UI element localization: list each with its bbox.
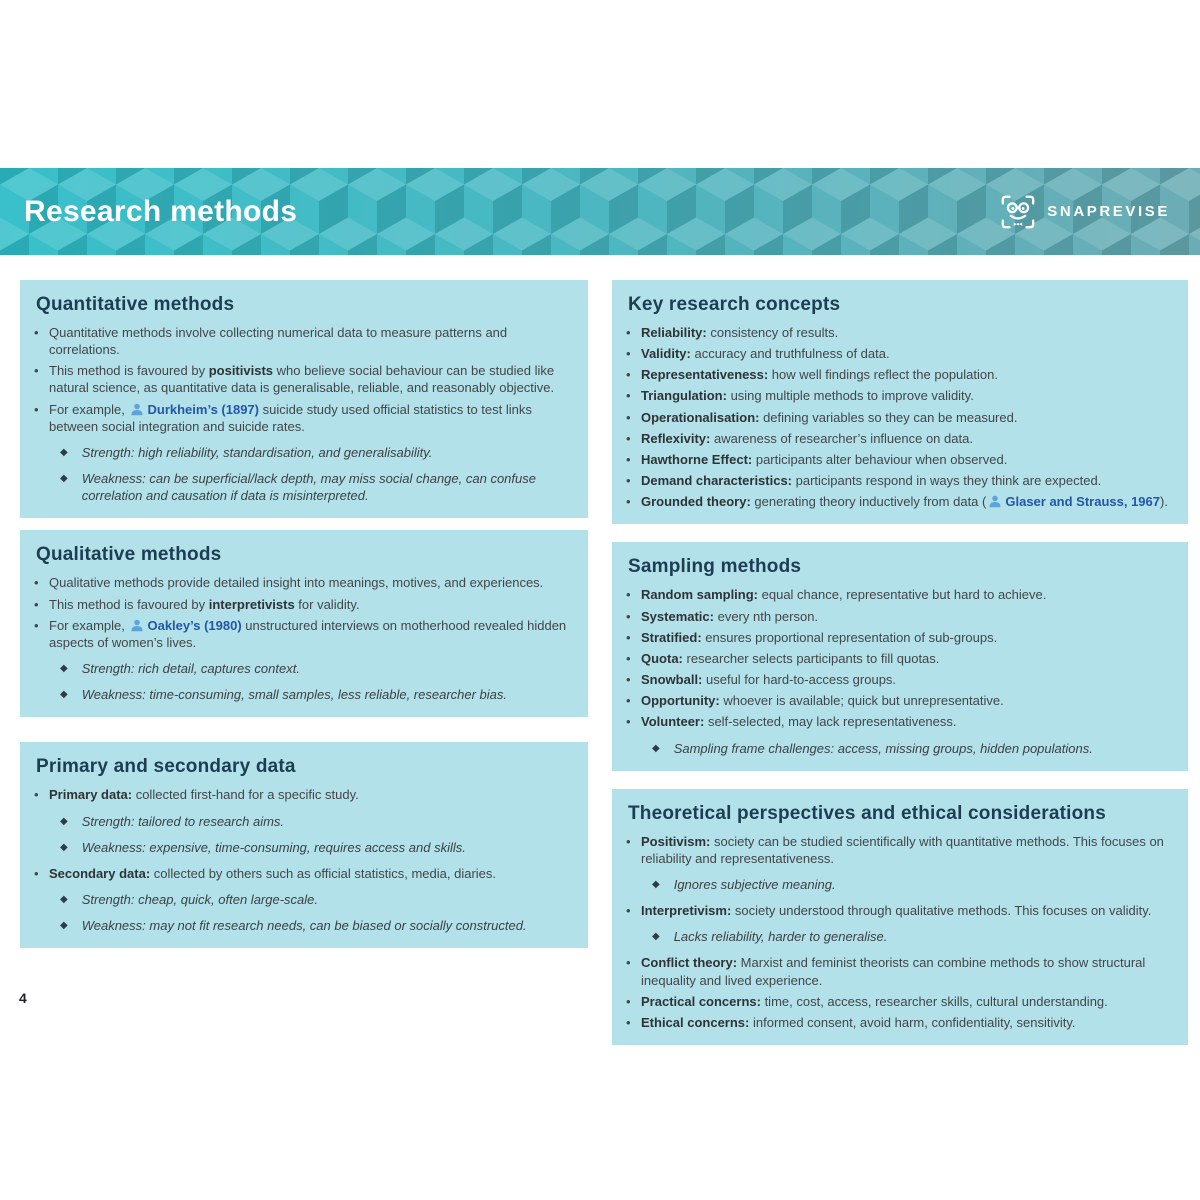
bullet-icon: • [34,596,39,612]
diamond-icon: ◆ [652,931,660,943]
item-text [49,865,496,882]
study-reference-link[interactable]: Oakley’s (1980) [147,617,242,633]
bullet-item [34,617,572,651]
item-text: Ignores subjective meaning. [673,876,836,892]
strength-weakness-item [60,470,572,504]
text-segment: Systematic: [641,608,714,624]
item-text [49,362,572,396]
diamond-icon: ◆ [60,893,68,905]
bullet-item [626,629,1172,646]
section-heading: Qualitative methods [36,544,222,566]
text-segment: positivists [208,363,273,379]
text-segment: For example, [49,617,129,633]
text-segment: society can be studied scientifically with quantitative methods. This focuses on reliability and representativeness. [641,833,1164,866]
text-segment: participants alter behaviour when observed. [752,451,1008,467]
text-segment: Random sampling: [641,587,759,603]
bullet-item [626,608,1172,625]
bullet-icon: • [34,865,39,881]
bullet-icon: • [626,451,631,467]
bullet-item [626,586,1172,603]
bullet-icon: • [626,367,631,383]
snaprevise-logo-icon [999,193,1037,231]
bullet-item [34,574,572,591]
text-segment: This method is favoured by [49,596,209,612]
bullet-icon: • [34,575,39,591]
bullet-item [626,671,1172,688]
bullet-icon: • [626,903,631,919]
bullet-item [626,902,1172,919]
bullet-icon: • [626,993,631,1009]
text-segment: generating theory inductively from data ( [750,494,987,510]
diamond-icon: ◆ [60,446,68,458]
text-segment: Volunteer: [641,714,705,730]
strength-weakness-item [652,740,1172,757]
item-text [641,902,1151,919]
text-segment: Quota: [641,650,683,666]
bullet-item [626,324,1172,341]
box-sampling-methods [612,542,1188,770]
snaprevise-logo [999,193,1170,231]
strength-weakness-item [60,660,572,677]
bullet-item [626,451,1172,468]
bullet-item [626,650,1172,667]
text-segment: interpretivists [208,596,295,612]
box-qualitative-methods [20,530,588,717]
diamond-icon: ◆ [652,742,660,754]
item-text [641,472,1101,489]
text-segment: Operationalisation: [641,409,760,425]
item-text [641,608,818,625]
item-text [641,430,973,447]
bullet-icon: • [626,714,631,730]
text-segment: useful for hard-to-access groups. [702,672,897,688]
bullet-item [626,954,1172,988]
item-text [641,692,1004,709]
strength-weakness-item [652,928,1172,945]
person-icon [130,619,144,632]
diamond-icon: ◆ [60,689,68,701]
item-text [641,629,997,646]
bullet-item [626,1014,1172,1031]
text-segment: informed consent, avoid harm, confidentiality, sensitivity. [749,1014,1076,1030]
text-segment: ensures proportional representation of sub-groups. [701,629,998,645]
page-number: 4 [19,990,27,1006]
item-text: Weakness: may not fit research needs, can be biased or socially constructed. [81,918,527,934]
strength-weakness-item [60,686,572,703]
text-segment: For example, [49,401,129,417]
text-segment: time, cost, access, researcher skills, cultural understanding. [760,993,1108,1009]
text-segment: Triangulation: [641,388,727,404]
bullet-item [34,324,572,358]
text-segment: Reliability: [641,325,707,340]
person-icon [988,495,1002,508]
item-text [641,387,974,404]
item-text [49,574,543,591]
text-segment: using multiple methods to improve validity. [726,388,974,404]
bullet-icon: • [34,325,39,340]
bullet-icon: • [34,617,39,633]
bullet-item [34,865,572,882]
item-text [641,345,890,362]
strength-weakness-item [60,813,572,830]
bullet-icon: • [626,833,631,849]
bullet-icon: • [626,1014,631,1030]
content-area [20,280,1188,1045]
section-heading: Primary and secondary data [36,756,296,778]
text-segment: Ethical concerns: [641,1014,750,1030]
bullet-icon: • [34,401,39,417]
text-segment: Stratified: [641,629,702,645]
bullet-icon: • [626,473,631,489]
bullet-item [34,596,572,613]
item-text [49,786,359,803]
bullet-icon: • [626,693,631,709]
bullet-item [626,345,1172,362]
text-segment: collected by others such as official statistics, media, diaries. [150,865,497,881]
text-segment: Grounded theory: [641,494,751,510]
bullet-icon: • [626,650,631,666]
text-segment: Snowball: [641,672,703,688]
text-segment: accuracy and truthfulness of data. [690,346,890,362]
text-segment: Demand characteristics: [641,473,793,489]
text-segment: self-selected, may lack representativeness. [704,714,957,730]
diamond-icon: ◆ [60,663,68,675]
text-segment: Practical concerns: [641,993,761,1009]
item-text [641,713,957,730]
text-segment: Conflict theory: [641,955,738,971]
item-text [641,586,1046,603]
item-text: Strength: high reliability, standardisation, and generalisability. [81,444,433,460]
study-reference-link[interactable]: Glaser and Strauss, 1967 [1005,494,1161,510]
study-reference-link[interactable]: Durkheim’s (1897) [147,401,259,417]
text-segment: This method is favoured by [49,363,209,379]
text-segment: for validity. [294,596,360,612]
text-segment: suicide study used official statistics to test links between social integration and suicide rates. [49,401,532,434]
text-segment: Marxist and feminist theorists can combine methods to show structural inequality and lived experience. [641,955,1146,988]
text-segment: Reflexivity: [641,430,711,446]
diamond-icon: ◆ [60,920,68,932]
box-primary-and-secondary-data [20,742,588,948]
bullet-icon: • [626,494,631,510]
text-segment: Quantitative methods involve collecting numerical data to measure patterns and correlations. [49,325,508,358]
diamond-icon: ◆ [60,841,68,853]
strength-weakness-item [652,876,1172,893]
strength-weakness-item [60,891,572,908]
bullet-item [626,713,1172,730]
text-segment: unstructured interviews on motherhood revealed hidden aspects of women’s lives. [49,617,567,650]
bullet-item [626,387,1172,404]
diamond-icon: ◆ [652,878,660,890]
item-text: Sampling frame challenges: access, missing groups, hidden populations. [673,740,1093,756]
text-segment: how well findings reflect the population. [768,367,998,383]
bullet-item [34,362,572,396]
page-title: Research methods [24,194,298,228]
text-segment: equal chance, representative but hard to achieve. [758,587,1047,603]
brand-name: SNAPREVISE [1047,203,1170,220]
text-segment: Representativeness: [641,367,769,383]
person-icon [130,403,144,416]
bullet-item [34,786,572,803]
bullet-item [626,472,1172,489]
bullet-item [626,409,1172,426]
text-segment: awareness of researcher’s influence on data. [710,430,973,446]
bullet-icon: • [626,587,631,603]
left-column [20,280,588,948]
section-heading: Theoretical perspectives and ethical considerations [628,802,1106,824]
text-segment: who believe social behaviour can be studied like natural science, as quantitative data is generalisable, reliable, and reasonably objective. [49,363,555,396]
text-segment: society understood through qualitative methods. This focuses on validity. [731,903,1152,919]
item-text: Strength: rich detail, captures context. [81,661,300,677]
text-segment: defining variables so they can be measured. [759,409,1018,425]
text-segment: whoever is available; quick but unrepresentative. [719,693,1004,709]
bullet-item [626,993,1172,1010]
item-text [641,993,1108,1010]
bullet-icon: • [626,325,631,340]
item-text: Lacks reliability, harder to generalise. [673,929,888,945]
text-segment: Interpretivism: [641,903,732,919]
item-text [49,401,572,435]
right-column [612,280,1188,1045]
box-theoretical-perspectives-and-ethical-considerations [612,789,1188,1045]
bullet-icon: • [34,787,39,803]
item-text [641,671,896,688]
text-segment: Validity: [641,346,691,362]
bullet-item [626,366,1172,383]
bullet-icon: • [626,388,631,404]
box-quantitative-methods [20,280,588,518]
text-segment: ). [1160,494,1168,510]
item-text [49,596,359,613]
text-segment: every nth person. [713,608,819,624]
item-text [641,409,1017,426]
text-segment: Primary data: [49,787,133,803]
bullet-item [626,430,1172,447]
page-header-banner [0,168,1200,255]
item-text: Weakness: can be superficial/lack depth, may miss social change, can confuse correlation and causation if data is misinterpreted. [81,471,536,504]
bullet-icon: • [626,629,631,645]
diamond-icon: ◆ [60,815,68,827]
text-segment: participants respond in ways they think are expected. [792,473,1102,489]
section-heading: Key research concepts [628,294,841,315]
bullet-icon: • [626,608,631,624]
item-text: Strength: cheap, quick, often large-scale. [81,891,319,907]
strength-weakness-item [60,839,572,856]
section-heading: Sampling methods [628,556,802,578]
item-text [641,1014,1076,1031]
bullet-item [626,692,1172,709]
text-segment: Hawthorne Effect: [641,451,753,467]
box-key-research-concepts [612,280,1188,524]
diamond-icon: ◆ [60,473,68,485]
item-text [641,833,1172,867]
item-text: Weakness: time-consuming, small samples, less reliable, researcher bias. [81,687,508,703]
item-text [641,451,1007,468]
bullet-icon: • [34,363,39,379]
section-heading: Quantitative methods [36,294,235,315]
bullet-item [626,833,1172,867]
item-text: Weakness: expensive, time-consuming, requires access and skills. [81,839,466,855]
bullet-icon: • [626,346,631,362]
item-text [641,650,939,667]
item-text [641,954,1172,988]
strength-weakness-item [60,444,572,461]
bullet-icon: • [626,955,631,971]
text-segment: Secondary data: [49,865,151,881]
item-text: Strength: tailored to research aims. [81,813,285,829]
item-text [641,493,1168,510]
strength-weakness-item [60,917,572,934]
text-segment: Qualitative methods provide detailed insight into meanings, motives, and experiences. [49,575,544,591]
text-segment: researcher selects participants to fill quotas. [682,650,940,666]
text-segment: Positivism: [641,833,711,849]
bullet-icon: • [626,430,631,446]
item-text [641,324,838,341]
item-text [641,366,998,383]
bullet-icon: • [626,672,631,688]
bullet-item [34,401,572,435]
item-text [49,617,572,651]
item-text [49,324,572,358]
bullet-icon: • [626,409,631,425]
text-segment: consistency of results. [706,325,839,340]
text-segment: Opportunity: [641,693,720,709]
bullet-item [626,493,1172,510]
text-segment: collected first-hand for a specific study. [132,787,359,803]
